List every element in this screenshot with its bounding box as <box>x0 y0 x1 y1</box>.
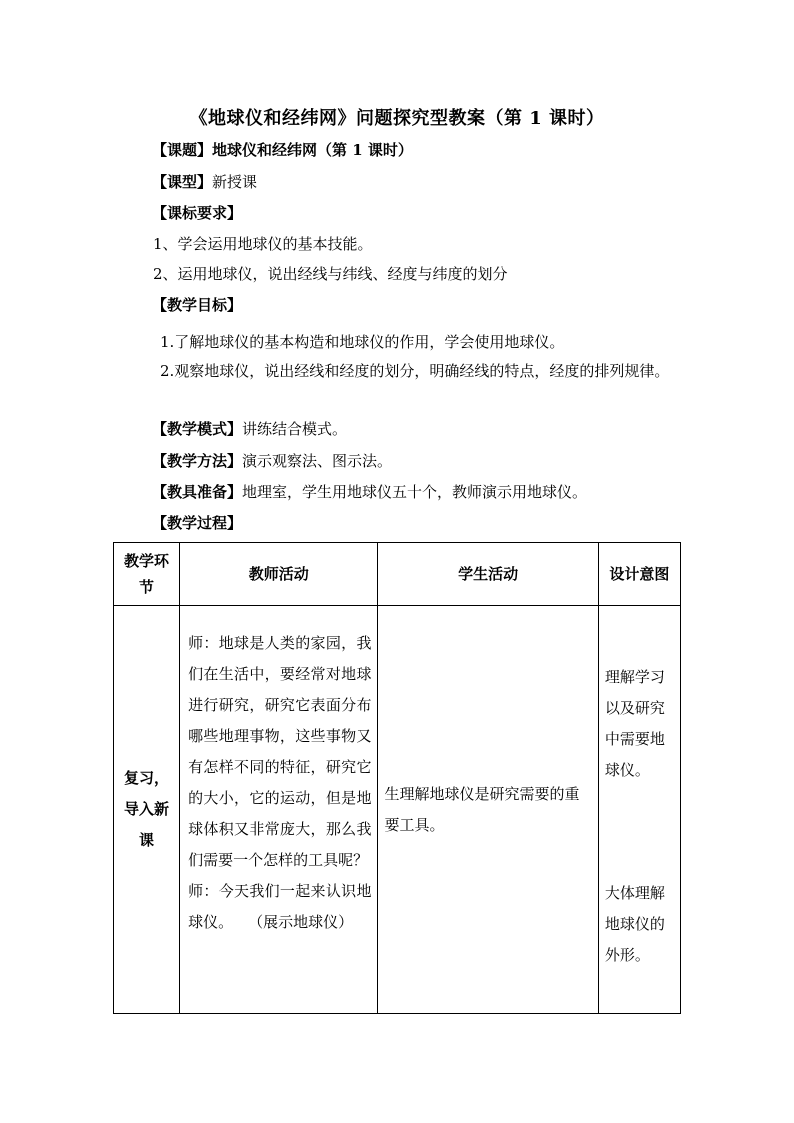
design-intent-paragraph: 理解学习以及研究中需要地球仪。 <box>604 668 665 779</box>
teaching-process-table <box>113 542 681 1014</box>
teaching-methods-value: 演示观察法、图示法。 <box>242 452 393 470</box>
teaching-tools-value: 地理室，学生用地球仪五十个，教师演示用地球仪。 <box>242 483 588 501</box>
teaching-mode-value: 讲练结合模式。 <box>242 420 348 438</box>
lesson-topic-label: 【课题】 <box>152 141 213 159</box>
lesson-type-label: 【课型】 <box>152 173 213 191</box>
document-title: 《地球仪和经纬网》问题探究型教案（第 1 课时） <box>189 108 605 129</box>
teacher-activity-cell <box>180 606 378 1014</box>
lesson-type-value: 新授课 <box>212 173 258 191</box>
teaching-process-heading: 【教学过程】 <box>152 514 243 532</box>
design-intent-paragraph: 大体理解地球仪的外形。 <box>604 884 665 964</box>
student-activity-cell: 生理解地球仪是研究需要的重要工具。 <box>378 606 598 1014</box>
standard-requirements-heading: 【课标要求】 <box>152 204 243 222</box>
header-stage: 教学环节 <box>114 543 180 606</box>
teaching-goal-item: 1.了解地球仪的基本构造和地球仪的作用，学会使用地球仪。 <box>160 333 565 351</box>
header-student-activity: 学生活动 <box>378 543 598 606</box>
teaching-tools-line <box>152 481 587 502</box>
design-intent-cell <box>598 606 680 1014</box>
table-row <box>114 606 681 1014</box>
teaching-mode-line <box>152 418 347 439</box>
teaching-mode-label: 【教学模式】 <box>152 420 243 438</box>
lesson-topic-value: 地球仪和经纬网（第 1 课时） <box>212 141 413 159</box>
standard-requirement-item: 2、运用地球仪，说出经线与纬线、经度与纬度的划分 <box>153 265 508 283</box>
header-teacher-activity: 教师活动 <box>180 543 378 606</box>
table-header-row <box>114 543 681 606</box>
standard-requirement-item: 1、学会运用地球仪的基本技能。 <box>153 235 373 253</box>
teaching-tools-label: 【教具准备】 <box>152 483 243 501</box>
header-design-intent: 设计意图 <box>598 543 680 606</box>
teaching-methods-line <box>152 450 392 471</box>
lesson-topic-line <box>152 139 413 160</box>
teaching-goals-heading: 【教学目标】 <box>152 296 243 314</box>
teaching-methods-label: 【教学方法】 <box>152 452 243 470</box>
teacher-activity-paragraph: 师：今天我们一起来认识地球仪。 （展示地球仪） <box>188 882 372 931</box>
teaching-goal-item: 2.观察地球仪，说出经线和经度的划分，明确经线的特点，经度的排列规律。 <box>160 362 670 380</box>
lesson-type-line <box>152 171 257 192</box>
stage-cell: 复习，导入新课 <box>114 606 180 1014</box>
teacher-activity-paragraph: 师：地球是人类的家园，我们在生活中，要经常对地球进行研究，研究它表面分布哪些地理事物，这些事物又有怎样不同的特征，研究它的大小，它的运动，但是地球体积又非常庞大，那么我们需要一个怎样的工具呢？ <box>188 634 372 869</box>
